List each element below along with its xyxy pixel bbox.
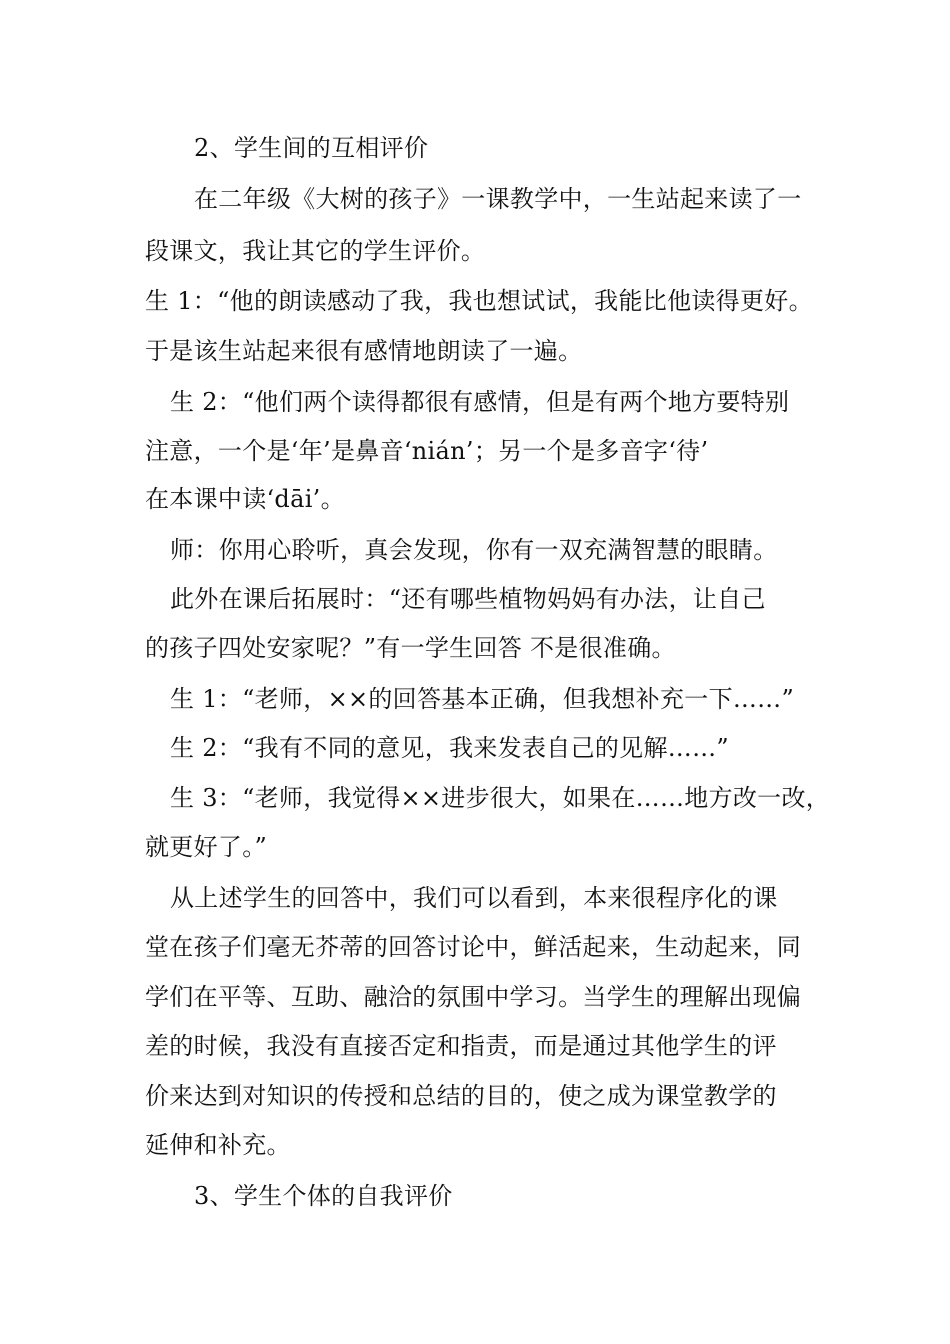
paragraph-line: 堂在孩子们毫无芥蒂的回答讨论中，鲜活起来，生动起来，同 bbox=[145, 933, 802, 961]
paragraph-line: 于是该生站起来很有感情地朗读了一遍。 bbox=[145, 337, 583, 365]
section-heading-2: 2、学生间的互相评价 bbox=[194, 134, 429, 162]
paragraph-line: 就更好了。” bbox=[145, 833, 268, 861]
paragraph-line: 生 2：“他们两个读得都很有感情，但是有两个地方要特别 bbox=[170, 388, 790, 416]
section-heading-3: 3、学生个体的自我评价 bbox=[194, 1182, 453, 1210]
paragraph-line: 的孩子四处安家呢？”有一学生回答 不是很准确。 bbox=[145, 634, 676, 662]
paragraph-line: 段课文，我让其它的学生评价。 bbox=[145, 237, 486, 265]
paragraph-line: 在本课中读‘dāi’。 bbox=[145, 485, 345, 513]
paragraph-line: 差的时候，我没有直接否定和指责，而是通过其他学生的评 bbox=[145, 1032, 777, 1060]
paragraph-line: 学们在平等、互助、融洽的氛围中学习。当学生的理解出现偏 bbox=[145, 983, 802, 1011]
paragraph-line: 在二年级《大树的孩子》一课教学中，一生站起来读了一 bbox=[194, 185, 802, 213]
paragraph-line: 生 2：“我有不同的意见，我来发表自己的见解……” bbox=[170, 734, 729, 762]
paragraph-line: 生 3：“老师，我觉得××进步很大，如果在……地方改一改， bbox=[170, 784, 831, 812]
paragraph-line: 此外在课后拓展时：“还有哪些植物妈妈有办法，让自己 bbox=[170, 585, 766, 613]
paragraph-line: 注意，一个是‘年’是鼻音‘nián’；另一个是多音字‘待’ bbox=[145, 437, 709, 465]
paragraph-line: 价来达到对知识的传授和总结的目的，使之成为课堂教学的 bbox=[145, 1082, 777, 1110]
paragraph-line: 生 1：“他的朗读感动了我，我也想试试，我能比他读得更好。 bbox=[145, 287, 813, 315]
paragraph-line: 生 1：“老师，××的回答基本正确，但我想补充一下……” bbox=[170, 685, 795, 713]
paragraph-line: 师：你用心聆听，真会发现，你有一双充满智慧的眼睛。 bbox=[170, 536, 778, 564]
paragraph-line: 从上述学生的回答中，我们可以看到，本来很程序化的课 bbox=[170, 884, 778, 912]
paragraph-line: 延伸和补充。 bbox=[145, 1131, 291, 1159]
